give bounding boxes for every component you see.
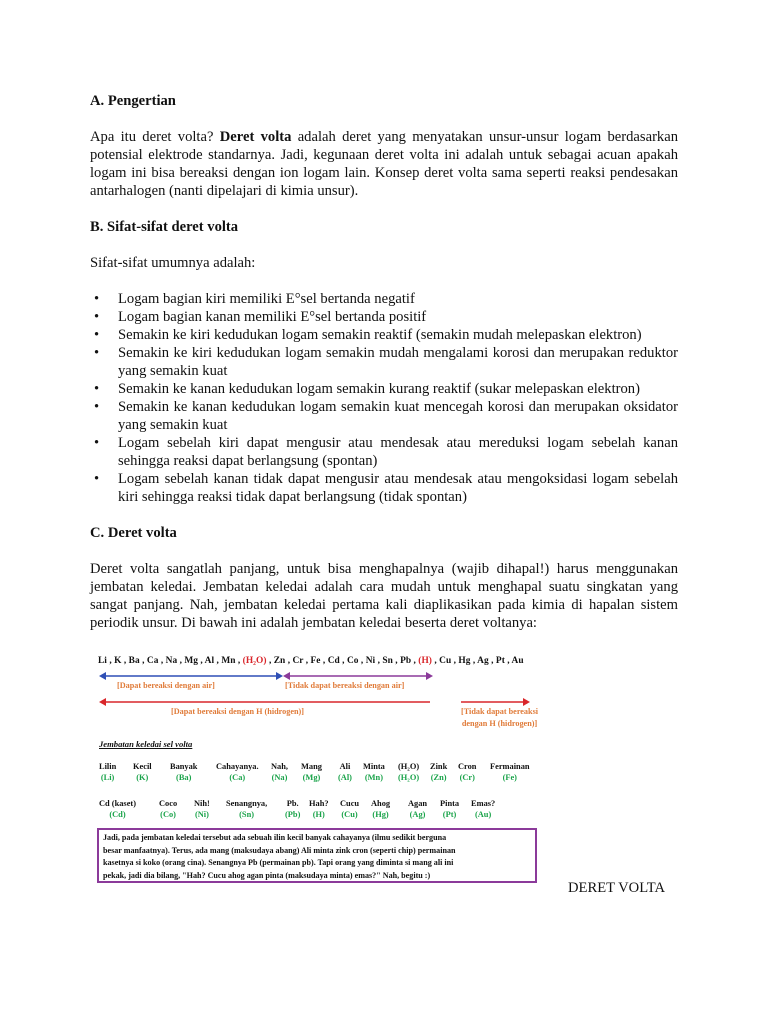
label-tidak-h-line1: [Tidak dapat bereaksi (461, 707, 539, 716)
label-tidak-h (461, 706, 538, 730)
mnemonic-word: Mang (Mg) (301, 762, 322, 782)
mnemonic-word: Senangnya, (Sn) (226, 799, 268, 819)
blue-arrow-right-head (276, 672, 283, 680)
blue-arrow-left-head (99, 672, 106, 680)
intro-b: Sifat-sifat umumnya adalah: (90, 255, 256, 271)
red-right-arrow-head (523, 698, 530, 706)
mnemonic-word: Lilin (Li) (99, 762, 117, 782)
list-item: • Logam bagian kanan memiliki E°sel bertanda positif (90, 308, 678, 326)
deret-volta-figure (95, 650, 545, 888)
paragraph-a (90, 128, 678, 200)
mnemonic-word: Cahayanya. (Ca) (216, 762, 259, 782)
mnemonic-word: Banyak (Ba) (170, 762, 198, 782)
box-line: besar manfaatnya). Terus, ada mang (maksudaya abang) Ali minta zink cron (seperti chip) permainan (103, 845, 456, 855)
mnemonic-word: Hah? (H) (309, 799, 329, 819)
mnemonic-explanation-box (97, 828, 537, 883)
figure-caption: DERET VOLTA (568, 880, 666, 896)
mnemonic-word: Ali (Al) (338, 762, 352, 782)
paragraph-a-lead: Apa itu deret volta? (90, 129, 220, 145)
mnemonic-word: Ahog (Hg) (371, 799, 391, 819)
purple-arrow-left-head (283, 672, 290, 680)
paragraph-a-rest: adalah deret yang menyatakan unsur-unsur logam berdasarkan potensial elektrode standarnya. Jadi, kegunaan deret volta ini adalah untuk sebagai acuan apakah logam ini bisa bereaksi dengan ion logam lain. Konsep deret volta sama seperti reaksi pendesakan antarhalogen (nanti dipelajari di kimia unsur). (90, 129, 678, 199)
mnemonic-word: Zink (Zn) (430, 762, 448, 782)
mnemonic-word: Nah, (Na) (271, 762, 288, 782)
label-h: [Dapat bereaksi dengan H (hidrogen)] (171, 707, 304, 716)
series-part-3: , Cu , Hg , Ag , Pt , Au (431, 656, 524, 666)
mnemonic-word: Pinta (Pt) (440, 799, 460, 819)
mnemonic-word: Cucu (Cu) (340, 799, 360, 819)
list-item: • Semakin ke kanan kedudukan logam semakin kuat mencegah korosi dan merupakan oksidator yang semakin kuat (90, 398, 678, 434)
mnemonic-word: Cd (kaset) (Cd) (99, 799, 136, 819)
mnemonic-word: Pb. (Pb) (285, 799, 301, 819)
label-tidak-air: [Tidak dapat bereaksi dengan air] (285, 681, 405, 690)
label-tidak-h-line2: dengan H (hidrogen)] (461, 719, 538, 728)
properties-list (90, 290, 678, 506)
mnemonic-word: Kecil (K) (133, 762, 152, 782)
purple-arrow-right-head (426, 672, 433, 680)
heading-b: B. Sifat-sifat deret volta (90, 219, 239, 235)
heading-a: A. Pengertian (90, 93, 176, 109)
box-line: kasetnya si koko (orang cina). Senangnya Pb (permainan pb). Tapi orang yang diminta si mang ali ini (103, 858, 454, 867)
paragraph-a-bold: Deret volta (219, 129, 292, 145)
box-line: pekak, jadi dia bilang, "Hah? Cucu ahog agan pinta (maksudaya minta) emas?" Nah, begitu :) (103, 870, 431, 880)
mnemonic-word: Coco (Co) (159, 799, 178, 819)
mnemonic-word: Fermainan (Fe) (490, 762, 530, 782)
label-air: [Dapat bereaksi dengan air] (117, 681, 215, 690)
jembatan-title: Jembatan keledai sel volta (99, 739, 193, 749)
series-h2o: (H₂O) (242, 656, 267, 666)
volta-series (98, 656, 524, 666)
list-item: • Semakin ke kiri kedudukan logam semakin mudah mengalami korosi dan merupakan reduktor yang semakin kuat (90, 344, 678, 380)
mnemonic-word: Minta (Mn) (363, 762, 385, 782)
list-item: • Logam bagian kiri memiliki E°sel bertanda negatif (90, 290, 678, 308)
mnemonic-word: (H₂O) (H₂O) (398, 762, 420, 782)
mnemonic-word: Cron (Cr) (458, 762, 477, 782)
paragraph-c: Deret volta sangatlah panjang, untuk bisa menghapalnya (wajib dihapal!) harus menggunakan jembatan keledai. Jembatan keledai adalah cara mudah untuk menghapal suatu singkatan yang sangat panjang. Nah, jembatan keledai pertama kali diaplikasikan pada kimia di hapalan sistem periodik unsur. Di bawah ini adalah jembatan keledai beserta deret voltanya: (90, 561, 678, 631)
series-h: (H) (418, 656, 432, 666)
list-item: • Semakin ke kanan kedudukan logam semakin kurang reaktif (sukar melepaskan elektron) (90, 380, 678, 398)
list-item: • Logam sebelah kiri dapat mengusir atau mendesak atau mereduksi logam sebelah kanan sehingga reaksi dapat berlangsung (spontan) (90, 434, 678, 470)
mnemonic-word: Emas? (Au) (471, 799, 496, 819)
box-line: Jadi, pada jembatan keledai tersebut ada sebuah ilin kecil banyak cahayanya (ilmu sedikit berguna (103, 833, 447, 842)
heading-c: C. Deret volta (90, 525, 177, 541)
list-item: • Logam sebelah kanan tidak dapat mengusir atau mendesak atau mengoksidasi logam sebelah kiri sehingga reaksi tidak dapat berlangsung (tidak spontan) (90, 470, 678, 506)
list-item: • Semakin ke kiri kedudukan logam semakin reaktif (semakin mudah melepaskan elektron) (90, 326, 678, 344)
mnemonic-word: Nih! (Ni) (194, 799, 210, 819)
document-body (90, 92, 678, 650)
mnemonic-word: Agan (Ag) (408, 799, 428, 819)
series-part-1: Li , K , Ba , Ca , Na , Mg , Al , Mn , (98, 656, 243, 666)
red-arrow-head (99, 698, 106, 706)
series-part-2: , Zn , Cr , Fe , Cd , Co , Ni , Sn , Pb , (266, 656, 419, 666)
